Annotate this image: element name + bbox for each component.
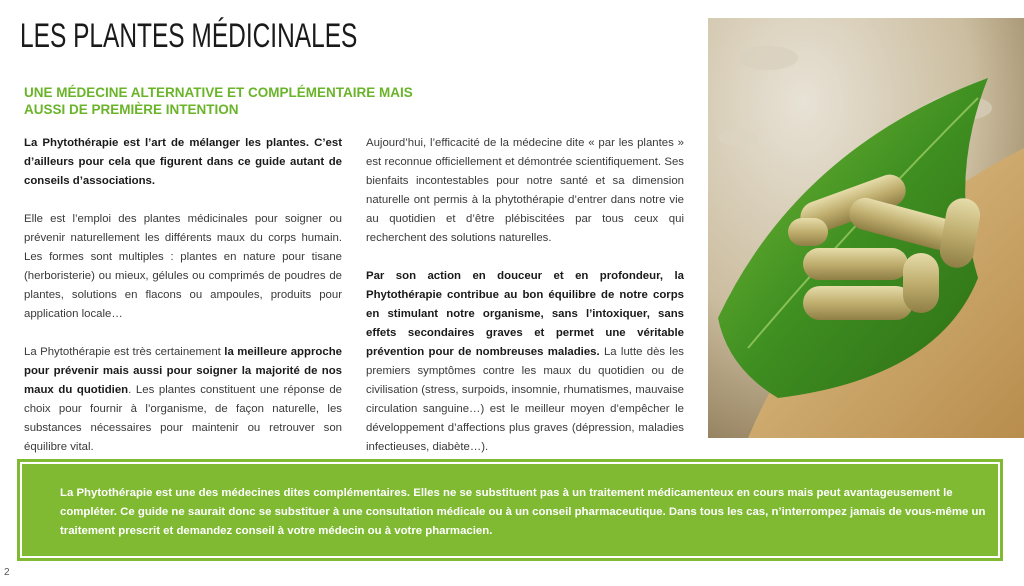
paragraph-action-bold: Par son action en douceur et en profondeur, la Phytothérapie contribue au bon équilibre de notre corps en stimulant notre organisme, sans l’intoxiquer, sans effets secondaires graves et permet une véritable prévention pour de nombreuses maladies. [366,270,684,358]
paragraph-action-end: La lutte dès les premiers symptômes contre les maux du quotidien ou de civilisation (stress, surpoids, insomnie, rhumatismes, mauvaise circulation sanguine…) est le meilleur moyen d’empêcher le développement d’affections plus graves (dépression, maladies infectieuses, diabète…). [366,346,684,453]
page-number: 2 [4,567,10,578]
left-column [24,134,342,476]
paragraph-approach-bold: la meilleure approche pour prévenir mais aussi pour soigner la majorité de nos maux du quotidien [24,346,342,396]
lead-paragraph: La Phytothérapie est l’art de mélanger les plantes. C’est d’ailleurs pour cela que figurent dans ce guide autant de conseils d’associations. [24,137,342,187]
callout-text: La Phytothérapie est une des médecines dites complémentaires. Elles ne se substituent pas à un traitement médicamenteux en cours mais peut avantageusement le compléter. Ce guide ne saurait donc se substituer à une consultation médicale ou à un conseil pharmaceutique. Dans tous les cas, n’interrompez jamais de vous-même un traitement prescrit et demandez conseil à votre médecin ou à votre pharmacien. [60,487,986,537]
paragraph-action [366,267,684,457]
paragraph-forms: Elle est l’emploi des plantes médicinales pour soigner ou prévenir naturellement les différents maux du corps humain. Les formes sont multiples : plantes en nature pour tisane (herboristerie) ou mieux, gélules ou comprimés de poudres de plantes, solutions en flacons ou ampoules, produits pour application locale… [24,213,342,320]
right-column [366,134,684,476]
section-subtitle: UNE MÉDECINE ALTERNATIVE ET COMPLÉMENTAIRE MAIS AUSSI DE PREMIÈRE INTENTION [24,85,413,117]
paragraph-approach-end: . Les plantes constituent une réponse de choix pour fournir à l’organisme, de façon naturelle, les substances nécessaires pour maintenir ou retrouver son équilibre vital. [24,384,342,453]
capsules-leaf-photo [708,18,1024,438]
paragraph-approach-start: La Phytothérapie est très certainement [24,346,225,358]
paragraph-approach [24,343,342,457]
page-title: LES PLANTES MÉDICINALES [20,17,358,55]
capsules-leaf-illustration [708,18,1024,438]
paragraph-efficacy: Aujourd’hui, l’efficacité de la médecine dite « par les plantes » est reconnue officiellement et démontrée scientifiquement. Ses bienfaits incontestables pour notre santé et sa dimension naturelle ont permis à la phytothérapie d’entrer dans notre vie au quotidien et d’être plébiscitées par tous ceux qui recherchent des solutions naturelles. [366,137,684,244]
warning-callout [20,462,1000,558]
